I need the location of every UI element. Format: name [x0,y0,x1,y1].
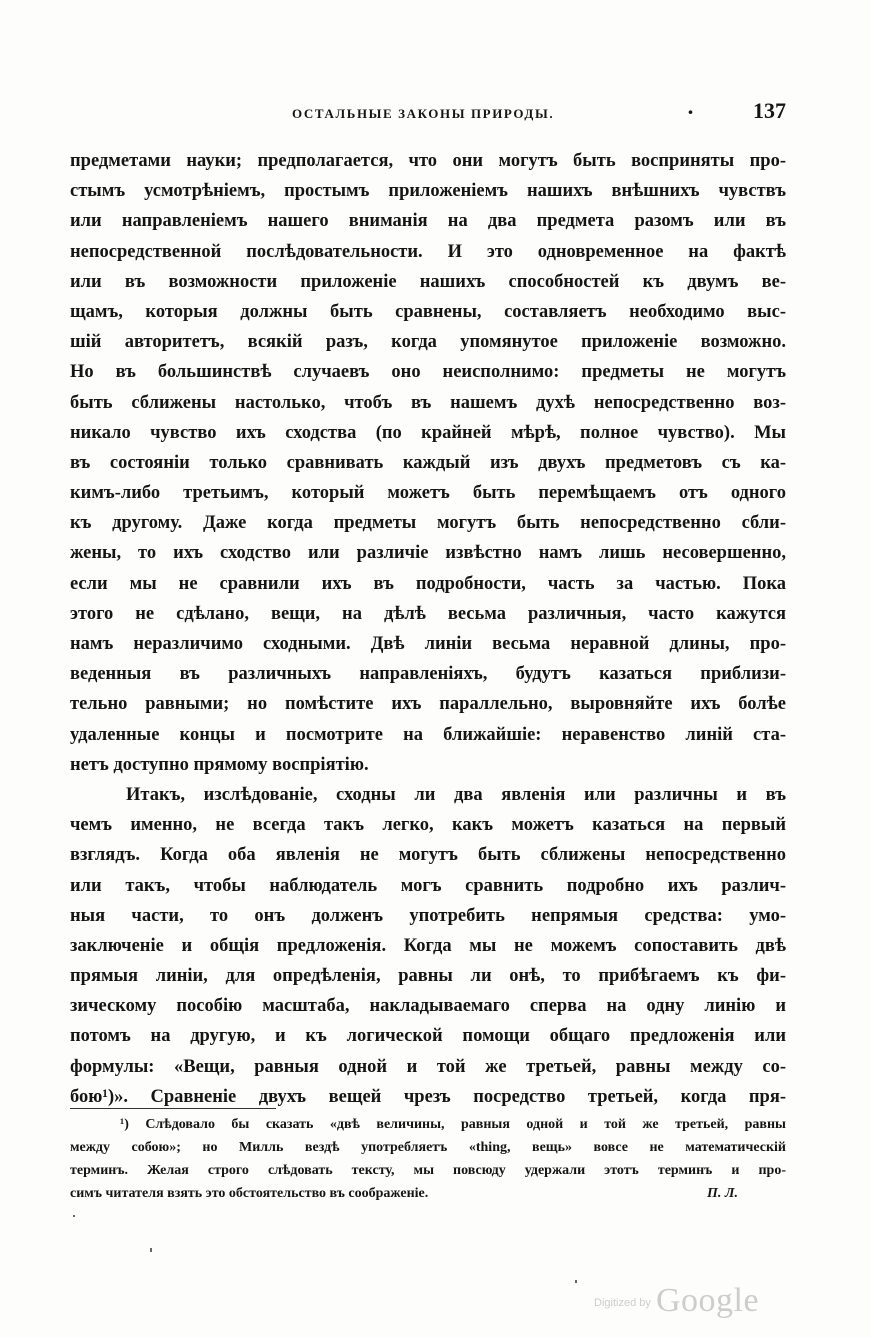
text-line: стымъ усмотрѣніемъ, простымъ приложеніемъ нашихъ внѣшнихъ чувствъ [70,181,786,202]
text-line: если мы не сравнили ихъ въ подробности, часть за частью. Пока [70,573,786,594]
google-logo: Google [655,1282,760,1319]
digitized-watermark [594,1282,759,1320]
text-line: веденныя въ различныхъ направленіяхъ, будутъ казаться приблизи- [70,664,786,685]
footnote-line: между собою»; но Милль вездѣ употребляетъ «thing, вещь» вовсе не математическій [70,1140,786,1155]
text-line: или направленіемъ нашего вниманія на два предмета разомъ или въ [70,211,786,232]
text-line: заключеніе и общія предложенія. Когда мы не можемъ сопоставить двѣ [70,935,786,956]
watermark-prefix: Digitized by [594,1297,651,1309]
footnote-divider [70,1108,276,1109]
running-head [70,98,786,132]
text-line: ныя части, то онъ долженъ употребить непрямыя средства: умо- [70,905,786,926]
text-line: или въ возможности приложеніе нашихъ способностей къ двумъ ве- [70,271,786,292]
text-line: кимъ-либо третьимъ, который можетъ быть перемѣщаемъ отъ одного [70,483,786,504]
text-line: предметами науки; предполагается, что они могутъ быть восприняты про- [70,151,786,171]
body-text [70,146,786,1112]
footnote-line: терминъ. Желая строго слѣдовать тексту, мы повсюду удержали этотъ терминъ и про- [70,1163,786,1178]
text-line: взглядъ. Когда оба явленія не могутъ быть сближены непосредственно [70,845,786,866]
text-line: потомъ на другую, и къ логической помощи общаго предложенія или [70,1026,786,1047]
footnote-line-text: симъ читателя взять это обстоятельство въ соображеніе. [70,1186,429,1201]
text-line: удаленные концы и посмотрите на ближайшіе: неравенство линій ста- [70,724,786,745]
text-line: чемъ именно, не всегда такъ легко, какъ можетъ казаться на первый [70,815,786,836]
text-line: зическому пособію масштаба, накладываемаго сперва на одну линію и [70,996,786,1017]
text-line: щамъ, которыя должны быть сравнены, составляетъ необходимо выс- [70,301,786,322]
text-line: быть сближены настолько, чтобъ въ нашемъ духѣ непосредственно воз- [70,392,786,413]
print-speck [73,1215,75,1217]
text-line: Но въ большинствѣ случаевъ оно неисполнимо: предметы не могутъ [70,362,786,383]
footnote-signature: П. Л. [707,1186,738,1201]
text-line: прямыя линіи, для опредѣленія, равны ли онѣ, то прибѣгаемъ къ фи- [70,966,786,987]
text-line: жены, то ихъ сходство или различіе извѣстно намъ лишь несовершенно, [70,543,786,564]
footnote-last-line [70,1182,786,1205]
text-line: шій авторитетъ, всякій разъ, когда упомянутое приложеніе возможно. [70,332,786,353]
running-title: ОСТАЛЬНЫЕ ЗАКОНЫ ПРИРОДЫ. [292,106,555,121]
text-line: этого не сдѣлано, вещи, на дѣлѣ весьма различныя, часто кажутся [70,603,786,624]
text-line: въ состояніи только сравнивать каждый изъ двухъ предметовъ съ ка- [70,452,786,473]
footnote [70,1113,786,1205]
page-number: 137 [753,98,786,123]
footnote-line: ¹) Слѣдовало бы сказать «двѣ величины, равныя одной и той же третьей, равны [120,1117,786,1132]
text-line: непосредственной послѣдовательности. И это одновременное на фактѣ [70,241,786,262]
paragraph-first-line: Итакъ, изслѣдованіе, сходны ли два явленія или различны и въ [126,784,786,805]
header-dot: · [687,100,694,124]
text-line: бою¹)». Сравненіе двухъ вещей чрезъ посредство третьей, когда пря- [70,1086,786,1107]
text-line: формулы: «Вещи, равныя одной и той же третьей, равны между со- [70,1056,786,1077]
text-line: къ другому. Даже когда предметы могутъ быть непосредственно сбли- [70,513,786,534]
print-speck [150,1248,152,1252]
text-line: тельно равными; но помѣстите ихъ параллельно, выровняйте ихъ болѣе [70,694,786,715]
print-speck [575,1280,577,1283]
text-line: или такъ, чтобы наблюдатель могъ сравнить подробно ихъ различ- [70,875,786,896]
text-line: нетъ доступно прямому воспріятію. [70,754,369,775]
text-line: никало чувство ихъ сходства (по крайней мѣрѣ, полное чувство). Мы [70,422,786,443]
text-line: намъ неразличимо сходными. Двѣ линіи весьма неравной длины, про- [70,634,786,654]
